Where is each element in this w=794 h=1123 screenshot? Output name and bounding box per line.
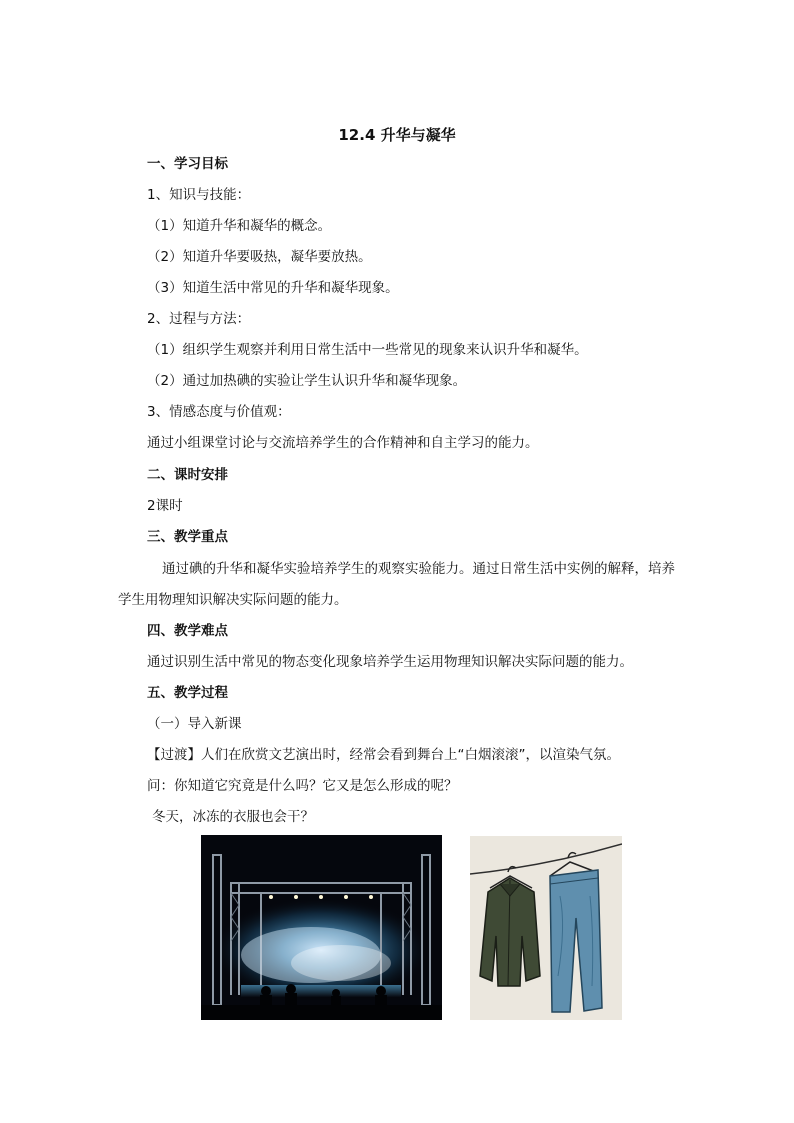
paragraph: 2课时 xyxy=(147,498,183,514)
stage-smoke-photo xyxy=(201,835,442,1020)
list-item: （3）知道生活中常见的升华和凝华现象。 xyxy=(147,280,399,296)
list-item: （1）组织学生观察并利用日常生活中一些常见的现象来认识升华和凝华。 xyxy=(147,342,588,358)
list-item: （1）知道升华和凝华的概念。 xyxy=(147,218,332,234)
paragraph-text: 通过碘的升华和凝华实验培养学生的观察实验能力。通过日常生活中实例的解释，培养学生用物理知识解决实际问题的能力。 xyxy=(118,561,675,608)
paragraph-question: 问：你知道它究竟是什么吗？它又是怎么形成的呢？ xyxy=(147,778,458,794)
subheading-attitude: 3、情感态度与价值观： xyxy=(147,404,291,420)
paragraph-key-points xyxy=(118,554,678,616)
paragraph-winter: 冬天，冰冻的衣服也会干？ xyxy=(152,809,314,825)
page-title: 12.4 升华与凝华 xyxy=(338,126,456,144)
paragraph: 通过小组课堂讨论与交流培养学生的合作精神和自主学习的能力。 xyxy=(147,435,539,451)
paragraph: 通过识别生活中常见的物态变化现象培养学生运用物理知识解决实际问题的能力。 xyxy=(147,654,633,670)
paragraph-transition: 【过渡】人们在欣赏文艺演出时，经常会看到舞台上“白烟滚滚”，以渲染气氛。 xyxy=(147,747,620,763)
subheading-knowledge: 1、知识与技能： xyxy=(147,187,251,203)
section-heading-difficulties: 四、教学难点 xyxy=(147,623,228,639)
section-heading-process: 五、教学过程 xyxy=(147,685,228,701)
frozen-clothes-photo xyxy=(470,836,622,1020)
section-heading-key-points: 三、教学重点 xyxy=(147,529,228,545)
list-item: （2）通过加热碘的实验让学生认识升华和凝华现象。 xyxy=(147,373,467,389)
subheading-intro: （一）导入新课 xyxy=(147,716,242,732)
list-item: （2）知道升华要吸热，凝华要放热。 xyxy=(147,249,372,265)
subheading-process: 2、过程与方法： xyxy=(147,311,251,327)
section-heading-schedule: 二、课时安排 xyxy=(147,467,228,483)
section-heading-goals: 一、学习目标 xyxy=(147,156,228,172)
